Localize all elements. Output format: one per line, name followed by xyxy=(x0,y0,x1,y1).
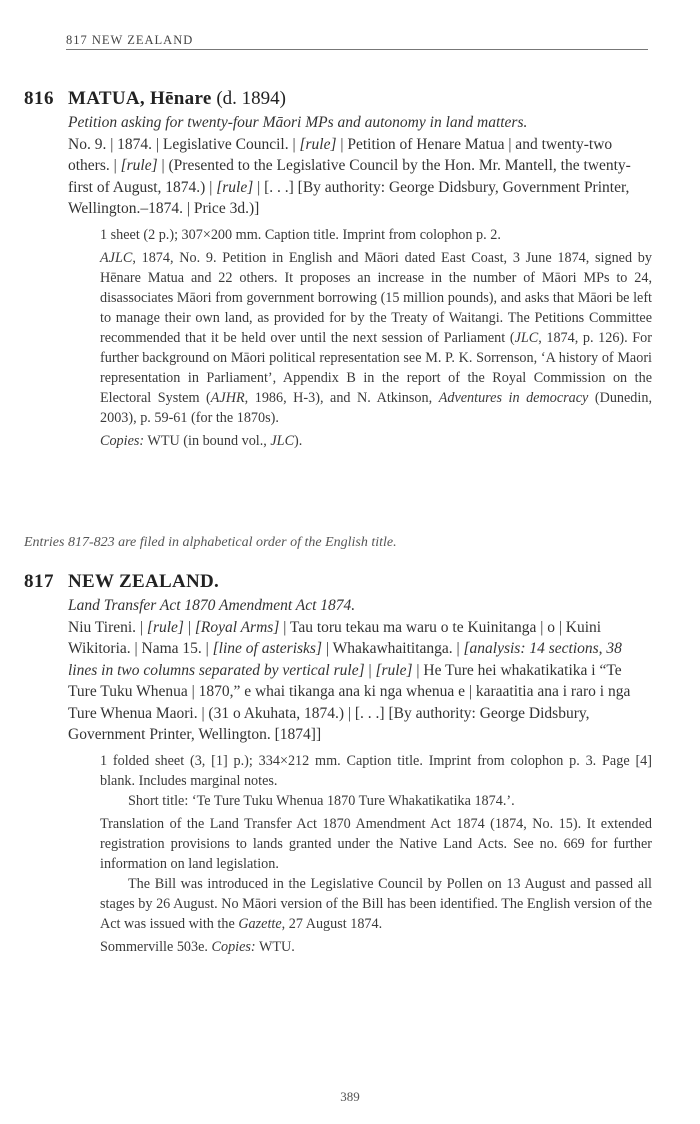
physical-description: 1 folded sheet (3, [1] p.); 334×212 mm. Caption title. Imprint from colophon p. 3. Page [4] blank. Includes marginal notes. xyxy=(100,752,652,789)
description xyxy=(100,751,652,957)
entry-title: Land Transfer Act 1870 Amendment Act 1874. xyxy=(68,597,356,614)
physical-description: 1 sheet (2 p.); 307×200 mm. Caption title. Imprint from colophon p. 2. xyxy=(100,226,501,243)
author-name: NEW ZEALAND. xyxy=(68,571,220,592)
entry-number: 816 xyxy=(24,88,54,109)
author-name: MATUA, Hēnare xyxy=(68,88,212,109)
entry-816 xyxy=(24,88,652,451)
copies: Sommerville 503e. Copies: WTU. xyxy=(100,938,295,955)
author-dates: (d. 1894) xyxy=(216,88,286,109)
page-number: 389 xyxy=(340,1089,360,1104)
entry-heading xyxy=(68,571,652,593)
transcription xyxy=(68,595,652,746)
entry-number: 817 xyxy=(24,571,54,592)
short-title: Short title: ‘Te Ture Tuku Whenua 1870 Ture Whakatikatika 1874.’. xyxy=(128,792,515,809)
entry-notes: Translation of the Land Transfer Act 1870 Amendment Act 1874 (1874, No. 15). It extended registration provisions to lands granted under the Native Land Acts. See no. 669 for further information on land legislation. xyxy=(100,815,652,872)
entry-heading xyxy=(68,88,652,110)
copies: Copies: WTU (in bound vol., JLC). xyxy=(100,432,303,449)
entry-title: Petition asking for twenty-four Māori MPs and autonomy in land matters. xyxy=(68,114,528,131)
description xyxy=(100,225,652,451)
filing-note: Entries 817-823 are filed in alphabetical order of the English title. xyxy=(24,535,397,550)
entry-notes-2: The Bill was introduced in the Legislative Council by Pollen on 13 August and passed all stages by 26 August. No Māori version of the Bill has been identified. The English version of the Act was issued with the Gazette, 27 August 1874. xyxy=(100,875,652,932)
title-transcription: No. 9. | 1874. | Legislative Council. | [rule] | Petition of Henare Matua | and twenty-two others. | [rule] | (Presented to the Legislative Council by the Hon. Mr. Mantell, the twenty-first of August, 1874.) | [rule] | [. . .] [By authority: George Didsbury, Government Printer, Wellington.–1874. | Price 3d.)] xyxy=(68,135,631,217)
entry-817 xyxy=(24,571,652,957)
running-head: 817 NEW ZEALAND xyxy=(66,33,648,50)
entry-notes: AJLC, 1874, No. 9. Petition in English and Māori dated East Coast, 3 June 1874, signed by Hēnare Matua and 22 others. It proposes an increase in the number of Māori MPs to 24, disassociates Māori from government borrowing (15 million pounds), and asks that Māori be left to manage their own land, as provided for by the Treaty of Waitangi. The Petitions Committee recommended that it be held over until the next session of Parliament (JLC, 1874, p. 126). For further background on Māori political representation see M. P. K. Sorrenson, ‘A history of Maori representation in Parliament’, Appendix B in the report of the Royal Commission on the Electoral System (AJHR, 1986, H-3), and N. Atkinson, Adventures in democracy (Dunedin, 2003), p. 59-61 (for the 1870s). xyxy=(100,249,653,426)
transcription xyxy=(68,112,652,220)
title-transcription: Niu Tireni. | [rule] | [Royal Arms] | Tau toru tekau ma waru o te Kuinitanga | o | Kuini Wikitoria. | Nama 15. | [line of asterisks] | Whakawhaititanga. | [analysis: 14 sections, 38 lines in two columns separated by vertical rule] | [rule] | He Ture hei whakatikatika i “Te Ture Tuku Whenua | 1870,” e whai tikanga ana ki nga whenua e | karaatitia ana i raro i nga Ture Whenua Maori. | (31 o Akuhata, 1874.) | [. . .] [By authority: George Didsbury, Government Printer, Wellington. [1874]] xyxy=(68,618,631,743)
